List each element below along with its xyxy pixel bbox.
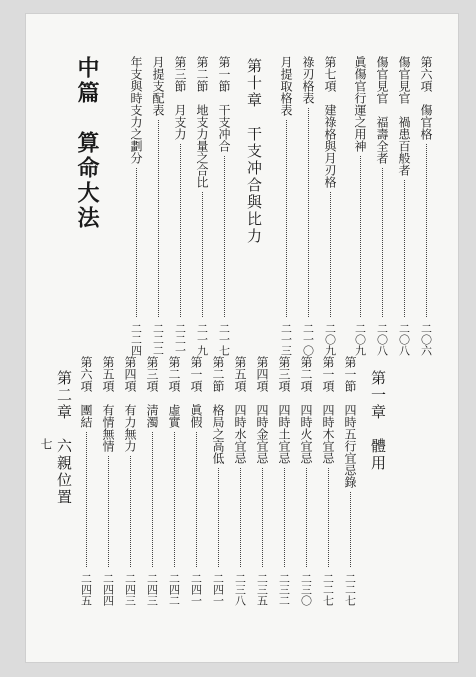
chapter-heading[interactable]: 第一章 體用	[369, 370, 387, 472]
toc-entry[interactable]	[212, 356, 224, 606]
toc-entry-page: 二四一	[211, 573, 225, 606]
toc-entry-title: 傷官見官 禍患百般者	[397, 56, 411, 176]
toc-entry[interactable]	[218, 56, 230, 356]
toc-entry-page: 二三〇	[299, 573, 313, 606]
toc-entry-title: 第一節 干支冲合	[217, 56, 231, 152]
toc-entry-title: 月提支配表	[151, 56, 165, 116]
toc-entry-page: 二四一	[189, 573, 203, 606]
toc-entry-title: 第二節 格局之高低	[211, 356, 225, 464]
page-number: 七	[39, 438, 53, 450]
toc-entry-page: 二二七	[343, 573, 357, 606]
toc-entry-title: 第三節 月支力	[173, 56, 187, 140]
dot-leader	[180, 144, 181, 317]
dot-leader	[404, 180, 405, 317]
toc-entry-page: 二〇六	[419, 323, 433, 356]
toc-entry-title: 眞傷官行運之用神	[353, 56, 367, 152]
toc-entry[interactable]	[80, 356, 92, 606]
toc-entry[interactable]	[420, 56, 432, 356]
toc-entry-page: 二二四	[129, 323, 143, 356]
toc-entry[interactable]	[376, 56, 388, 356]
toc-entry[interactable]	[278, 356, 290, 606]
toc-entry[interactable]	[174, 56, 186, 356]
toc-entry-page: 二三五	[255, 573, 269, 606]
dot-leader	[86, 432, 87, 567]
toc-entry-title: 第二項 四時火宜忌	[299, 356, 313, 464]
toc-entry-title: 第二項 虛實	[167, 356, 181, 428]
toc-entry[interactable]	[300, 356, 312, 606]
toc-entry[interactable]	[190, 356, 202, 606]
toc-entry[interactable]	[354, 56, 366, 356]
toc-entry[interactable]	[280, 56, 292, 356]
toc-entry-title: 第一項 四時木宜忌	[321, 356, 335, 464]
toc-entry-title: 第五項 有情無情	[101, 356, 115, 452]
chapter-heading[interactable]: 第二章 六親位置	[55, 370, 73, 506]
toc-entry-page: 二二二	[151, 323, 165, 356]
toc-entry-page: 二一〇	[301, 323, 315, 356]
toc-entry-title: 祿刃格表	[301, 56, 315, 104]
dot-leader	[306, 468, 307, 567]
toc-entry-title: 第一節 四時五行宜忌錄	[343, 356, 357, 488]
toc-entry-title: 年支與時支力之劃分	[129, 56, 143, 164]
toc-entry-title: 第四項 四時金宜忌	[255, 356, 269, 464]
toc-entry-page: 二四五	[79, 573, 93, 606]
toc-entry[interactable]	[130, 56, 142, 356]
dot-leader	[330, 192, 331, 317]
toc-entry[interactable]	[234, 356, 246, 606]
dot-leader	[224, 156, 225, 317]
toc-entry[interactable]	[324, 56, 336, 356]
toc-entry-title: 月提取格表	[279, 56, 293, 116]
toc-entry[interactable]	[302, 56, 314, 356]
toc-entry-page: 二四三	[145, 573, 159, 606]
dot-leader	[130, 456, 131, 567]
part-title[interactable]: 中篇 算命大法	[74, 56, 100, 231]
dot-leader	[158, 120, 159, 317]
toc-entry-title: 第五項 四時水宜忌	[233, 356, 247, 464]
toc-entry[interactable]	[102, 356, 114, 606]
dot-leader	[218, 468, 219, 567]
dot-leader	[286, 120, 287, 317]
toc-entry-title: 第二節 地支力量之合比	[195, 56, 209, 188]
toc-entry-page: 二四二	[167, 573, 181, 606]
dot-leader	[308, 108, 309, 317]
dot-leader	[196, 432, 197, 567]
toc-entry-page: 二三二	[277, 573, 291, 606]
dot-leader	[360, 156, 361, 317]
toc-entry[interactable]	[168, 356, 180, 606]
dot-leader	[382, 168, 383, 317]
toc-entry[interactable]	[398, 56, 410, 356]
toc-entry[interactable]	[344, 356, 356, 606]
toc-entry[interactable]	[146, 356, 158, 606]
toc-entry-page: 二一九	[195, 323, 209, 356]
toc-entry-page: 二〇八	[375, 323, 389, 356]
dot-leader	[108, 456, 109, 567]
toc-entry-title: 傷官見官 福壽全者	[375, 56, 389, 164]
toc-entry-page: 二四三	[123, 573, 137, 606]
toc-entry-title: 第三項 四時土宜忌	[277, 356, 291, 464]
toc-entry-page: 二二七	[321, 573, 335, 606]
dot-leader	[152, 432, 153, 567]
toc-entry-title: 第四項 有力無力	[123, 356, 137, 452]
toc-entry-page: 二〇九	[323, 323, 337, 356]
toc-entry-title: 第六項 傷官格	[419, 56, 433, 140]
dot-leader	[240, 468, 241, 567]
toc-entry[interactable]	[322, 356, 334, 606]
dot-leader	[426, 144, 427, 317]
dot-leader	[136, 168, 137, 317]
toc-entry-page: 二〇八	[397, 323, 411, 356]
toc-entry-page: 二一七	[217, 323, 231, 356]
book-page	[26, 14, 458, 662]
dot-leader	[262, 468, 263, 567]
toc-entry-page: 二一三	[279, 323, 293, 356]
toc-entry-title: 第六項 團結	[79, 356, 93, 428]
dot-leader	[350, 492, 351, 567]
toc-entry-page: 二二一	[173, 323, 187, 356]
toc-entry-page: 二三八	[233, 573, 247, 606]
toc-entry[interactable]	[152, 56, 164, 356]
toc-entry[interactable]	[124, 356, 136, 606]
dot-leader	[328, 468, 329, 567]
toc-entry-title: 第一項 眞假	[189, 356, 203, 428]
dot-leader	[284, 468, 285, 567]
toc-entry-title: 第七項 建祿格與月刃格	[323, 56, 337, 188]
dot-leader	[174, 432, 175, 567]
toc-entry[interactable]	[196, 56, 208, 356]
dot-leader	[202, 192, 203, 317]
chapter-heading[interactable]: 第十章 干支冲合與比力	[245, 58, 263, 245]
toc-entry[interactable]	[256, 356, 268, 606]
toc-entry-page: 二〇九	[353, 323, 367, 356]
toc-entry-page: 二四四	[101, 573, 115, 606]
toc-entry-title: 第三項 淸濁	[145, 356, 159, 428]
